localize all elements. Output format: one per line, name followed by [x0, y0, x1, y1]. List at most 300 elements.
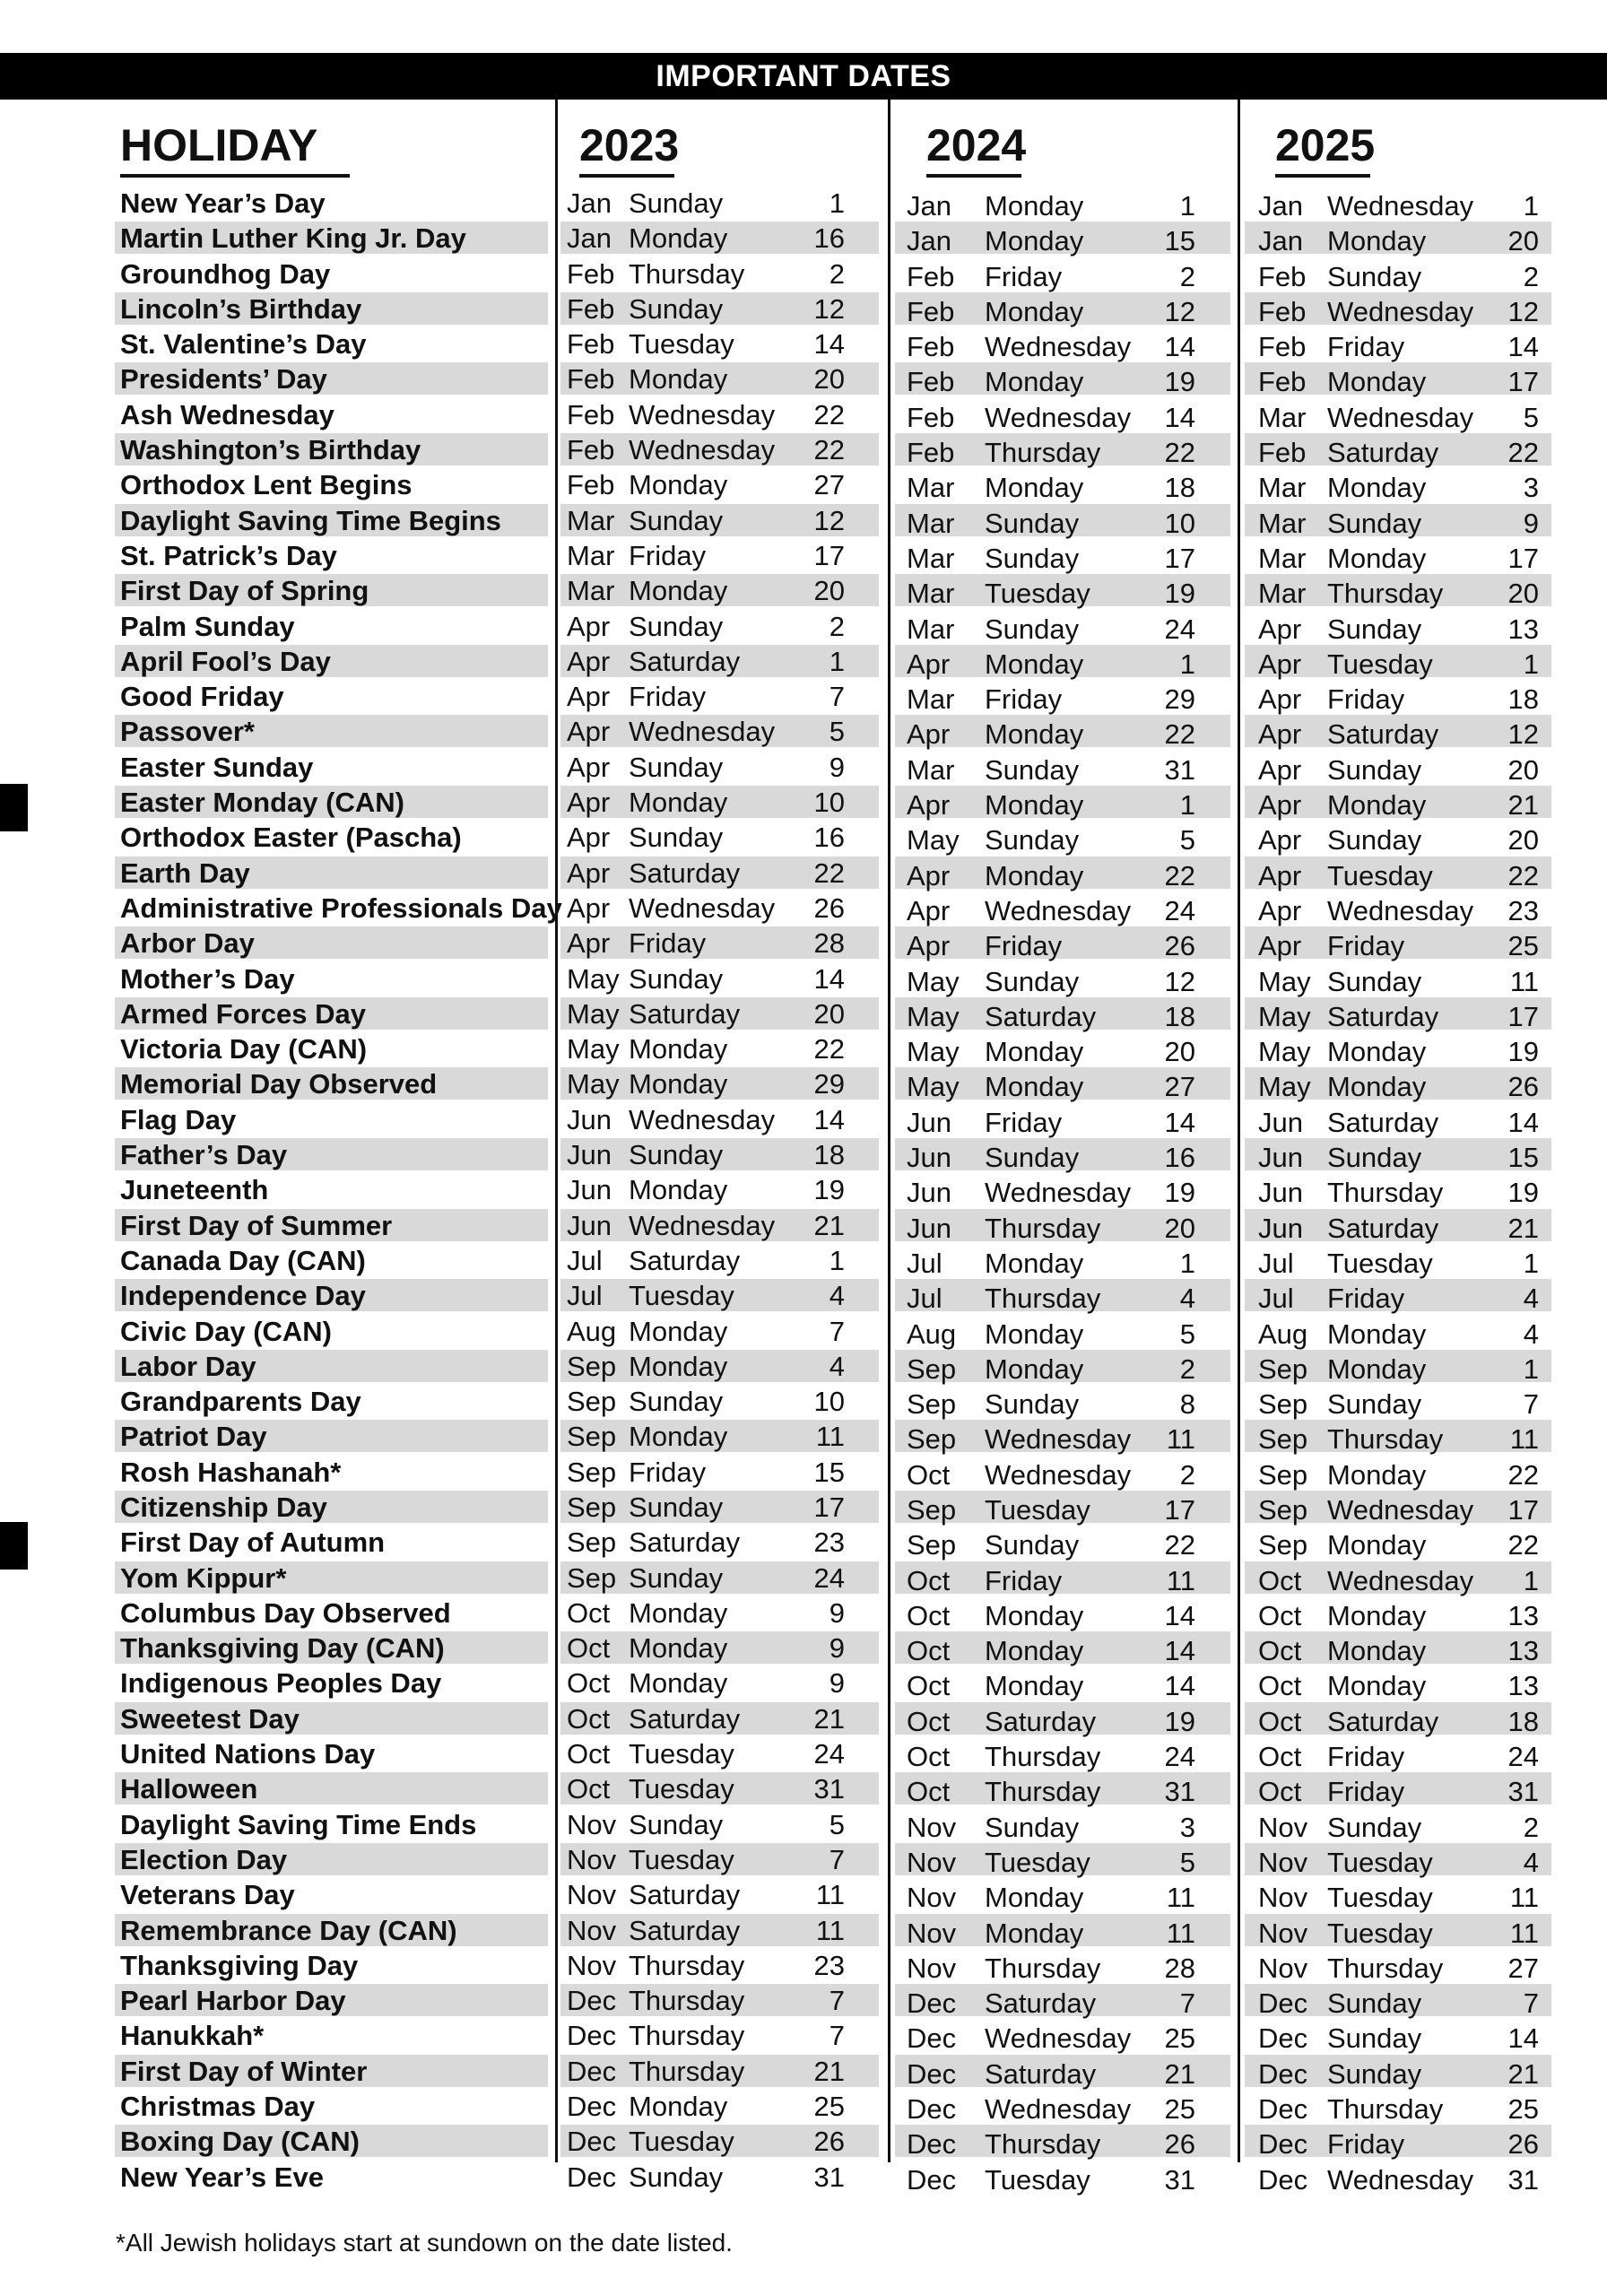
- year-2025-month: May: [1258, 1000, 1311, 1032]
- year-2025-day: Sunday: [1327, 1987, 1422, 2020]
- year-2025-day: Monday: [1327, 1352, 1427, 1385]
- holiday-name: Civic Day (CAN): [120, 1315, 332, 1347]
- year-2025-day: Monday: [1327, 1036, 1427, 1068]
- year-2024-date: 31: [1164, 753, 1195, 786]
- year-2025-date: 7: [1523, 1388, 1539, 1421]
- year-2025-month: Feb: [1258, 437, 1307, 469]
- table-row: [0, 1102, 1607, 1137]
- year-2025-day: Monday: [1327, 1318, 1427, 1350]
- year-2024-date: 22: [1164, 437, 1195, 469]
- year-2025-month: Jan: [1258, 190, 1303, 222]
- year-2025-day: Wednesday: [1327, 401, 1474, 433]
- year-2024-day: Saturday: [985, 1987, 1097, 2020]
- year-2023-month: Sep: [567, 1491, 617, 1523]
- holiday-name: Passover*: [120, 716, 255, 748]
- year-2023-month: May: [567, 997, 620, 1030]
- year-2024-date: 21: [1164, 2057, 1195, 2090]
- year-2024-day: Sunday: [985, 1529, 1080, 1561]
- year-2024-date: 18: [1164, 1000, 1195, 1032]
- year-2024-month: Nov: [907, 1952, 957, 1984]
- year-2024-date: 22: [1164, 1529, 1195, 1561]
- year-2025-day: Monday: [1327, 789, 1427, 822]
- year-2025-date: 14: [1507, 331, 1539, 363]
- year-2023-date: 14: [813, 328, 845, 361]
- year-2024-day: Sunday: [985, 753, 1080, 786]
- table-row: [0, 785, 1607, 820]
- year-2023-day: Saturday: [629, 1702, 741, 1735]
- year-2025-day: Monday: [1327, 225, 1427, 257]
- year-2023-month: May: [567, 1068, 620, 1100]
- holiday-name: Armed Forces Day: [120, 997, 366, 1030]
- table-row: [0, 820, 1607, 855]
- year-2025-date: 17: [1507, 542, 1539, 574]
- year-2025-month: Apr: [1258, 789, 1302, 822]
- year-2023-day: Tuesday: [629, 1280, 734, 1312]
- table-row: [0, 432, 1607, 467]
- year-2025-date: 9: [1523, 507, 1539, 539]
- year-2025-month: Apr: [1258, 718, 1302, 751]
- year-2023-date: 22: [813, 398, 845, 430]
- year-2023-month: Mar: [567, 539, 615, 571]
- year-2024-month: Nov: [907, 1811, 957, 1843]
- holiday-name: First Day of Winter: [120, 2055, 368, 2087]
- year-2025-day: Monday: [1327, 472, 1427, 504]
- year-2024-date: 19: [1164, 578, 1195, 610]
- year-2025-month: Sep: [1258, 1493, 1308, 1526]
- year-2023-month: Dec: [567, 2126, 617, 2158]
- year-2025-date: 11: [1509, 1423, 1539, 1456]
- year-2023-date: 12: [813, 504, 845, 536]
- year-2023-day: Sunday: [629, 610, 724, 642]
- year-2023-day: Wednesday: [629, 716, 776, 748]
- year-2024-day: Sunday: [985, 1811, 1080, 1843]
- year-2024-month: Sep: [907, 1388, 957, 1421]
- year-2023-month: Sep: [567, 1421, 617, 1453]
- year-2023-day: Monday: [629, 575, 728, 607]
- year-2025-date: 4: [1523, 1318, 1539, 1350]
- year-2025-month: Apr: [1258, 753, 1302, 786]
- year-2025-date: 20: [1507, 753, 1539, 786]
- year-2023-date: 28: [813, 927, 845, 960]
- year-2023-day: Monday: [629, 469, 728, 501]
- year-2023-month: Apr: [567, 891, 611, 924]
- year-2025-date: 18: [1507, 1705, 1539, 1737]
- year-2025-day: Tuesday: [1327, 1846, 1433, 1878]
- table-row: [0, 1665, 1607, 1700]
- year-2024-date: 1: [1179, 190, 1195, 222]
- year-2023-month: Dec: [567, 2161, 617, 2193]
- year-2025-month: Oct: [1258, 1705, 1302, 1737]
- year-2025-date: 22: [1507, 1458, 1539, 1491]
- year-2024-month: Nov: [907, 1846, 957, 1878]
- year-2024-month: Oct: [907, 1776, 951, 1808]
- year-2024-date: 19: [1164, 1705, 1195, 1737]
- year-2023-day: Monday: [629, 1632, 728, 1665]
- year-2025-day: Sunday: [1327, 1811, 1422, 1843]
- year-2024-month: Sep: [907, 1493, 957, 1526]
- holiday-name: Juneteenth: [120, 1174, 269, 1206]
- holiday-name: Presidents’ Day: [120, 363, 327, 396]
- year-2024-month: Jul: [907, 1283, 942, 1315]
- year-2025-date: 22: [1507, 859, 1539, 891]
- year-2023-month: Nov: [567, 1949, 617, 1981]
- year-2025-month: Oct: [1258, 1564, 1302, 1596]
- year-2023-date: 9: [829, 1596, 845, 1629]
- year-2024-month: Feb: [907, 295, 955, 327]
- year-2025-date: 18: [1507, 683, 1539, 716]
- holiday-name: Yom Kippur*: [120, 1561, 287, 1594]
- year-2023-date: 31: [813, 1773, 845, 1805]
- year-2023-month: Dec: [567, 1985, 617, 2017]
- year-2024-day: Monday: [985, 648, 1084, 680]
- holiday-name: Thanksgiving Day (CAN): [120, 1632, 445, 1665]
- year-2023-date: 22: [813, 857, 845, 889]
- table-row: [0, 609, 1607, 644]
- year-2025-date: 21: [1507, 1212, 1539, 1244]
- year-2023-month: Dec: [567, 2055, 617, 2087]
- year-2023-date: 14: [813, 962, 845, 995]
- year-2023-month: Sep: [567, 1386, 617, 1418]
- year-2023-day: Tuesday: [629, 328, 734, 361]
- year-2023-month: Nov: [567, 1914, 617, 1946]
- table-row: [0, 1842, 1607, 1877]
- year-2023-month: Nov: [567, 1808, 617, 1840]
- year-2024-date: 24: [1164, 1741, 1195, 1773]
- year-2025-day: Sunday: [1327, 965, 1422, 997]
- year-2025-day: Thursday: [1327, 1423, 1444, 1456]
- year-2025-month: Aug: [1258, 1318, 1308, 1350]
- year-2025-month: Dec: [1258, 2057, 1308, 2090]
- holiday-name: Groundhog Day: [120, 257, 331, 290]
- holiday-name: Memorial Day Observed: [120, 1068, 438, 1100]
- year-2025-month: Feb: [1258, 331, 1307, 363]
- holiday-name: Citizenship Day: [120, 1491, 327, 1523]
- year-2025-day: Saturday: [1327, 1000, 1439, 1032]
- year-2024-date: 4: [1179, 1283, 1195, 1315]
- year-2023-date: 9: [829, 1632, 845, 1665]
- year-2023-day: Sunday: [629, 1139, 724, 1171]
- year-2025-day: Sunday: [1327, 507, 1422, 539]
- year-2024-day: Monday: [985, 1882, 1084, 1914]
- year-2025-date: 21: [1507, 2057, 1539, 2090]
- year-2025-month: Jun: [1258, 1177, 1303, 1209]
- year-2023-day: Sunday: [629, 292, 724, 325]
- holiday-name: Flag Day: [120, 1103, 237, 1135]
- year-2023-date: 20: [813, 363, 845, 396]
- holiday-name: Hanukkah*: [120, 2020, 265, 2052]
- year-2023-month: Jun: [567, 1209, 612, 1241]
- year-2024-day: Monday: [985, 1670, 1084, 1702]
- year-2023-date: 26: [813, 2126, 845, 2158]
- year-2023-month: May: [567, 1033, 620, 1065]
- year-2023-date: 7: [829, 1985, 845, 2017]
- holiday-name: Father’s Day: [120, 1139, 288, 1171]
- table-row: [0, 1983, 1607, 2018]
- year-2023-month: Apr: [567, 681, 611, 713]
- year-2023-date: 4: [829, 1350, 845, 1382]
- year-2024-date: 8: [1179, 1388, 1195, 1421]
- year-2024-day: Wednesday: [985, 401, 1132, 433]
- year-2023-month: Mar: [567, 504, 615, 536]
- year-2025-day: Tuesday: [1327, 1247, 1433, 1279]
- year-2024-month: Jun: [907, 1142, 951, 1174]
- year-2025-month: Sep: [1258, 1458, 1308, 1491]
- year-2024-month: Dec: [907, 2128, 957, 2161]
- year-2024-day: Monday: [985, 1599, 1084, 1631]
- year-2023-day: Thursday: [629, 257, 745, 290]
- table-row: [0, 2160, 1607, 2195]
- year-2024-day: Monday: [985, 1635, 1084, 1667]
- table-row: [0, 1031, 1607, 1066]
- year-2025-day: Tuesday: [1327, 1917, 1433, 1949]
- year-2023-month: Feb: [567, 257, 615, 290]
- holiday-name: Remembrance Day (CAN): [120, 1914, 457, 1946]
- year-2023-month: Jun: [567, 1174, 612, 1206]
- table-row: [0, 2018, 1607, 2053]
- year-2025-date: 1: [1523, 190, 1539, 222]
- holiday-name: Pearl Harbor Day: [120, 1985, 346, 2017]
- year-2025-date: 12: [1507, 718, 1539, 751]
- year-2025-date: 31: [1507, 1776, 1539, 1808]
- year-2025-day: Wednesday: [1327, 2163, 1474, 2196]
- year-2024-day: Thursday: [985, 437, 1101, 469]
- holiday-name: New Year’s Eve: [120, 2161, 324, 2193]
- table-row: [0, 1243, 1607, 1278]
- year-2025-date: 1: [1523, 1247, 1539, 1279]
- year-2023-day: Monday: [629, 1667, 728, 1700]
- year-2024-day: Thursday: [985, 1212, 1101, 1244]
- year-2024-date: 1: [1179, 648, 1195, 680]
- year-2025-day: Wednesday: [1327, 894, 1474, 926]
- year-2025-month: Nov: [1258, 1811, 1308, 1843]
- year-2023-date: 7: [829, 1843, 845, 1875]
- year-2025-month: Nov: [1258, 1882, 1308, 1914]
- year-2024-date: 17: [1164, 1493, 1195, 1526]
- year-2024-date: 7: [1179, 1987, 1195, 2020]
- year-2025-date: 23: [1507, 894, 1539, 926]
- year-2023-date: 1: [829, 187, 845, 219]
- year-2025-day: Friday: [1327, 683, 1405, 716]
- year-2025-day: Sunday: [1327, 824, 1422, 857]
- year-2023-day: Monday: [629, 787, 728, 819]
- year-2025-date: 13: [1507, 1670, 1539, 1702]
- holiday-name: Palm Sunday: [120, 610, 295, 642]
- year-2023-date: 21: [813, 2055, 845, 2087]
- year-2023-date: 17: [813, 539, 845, 571]
- year-2024-date: 14: [1164, 1106, 1195, 1138]
- year-2023-day: Sunday: [629, 1808, 724, 1840]
- year-2023-month: Jan: [567, 187, 612, 219]
- year-2023-month: May: [567, 962, 620, 995]
- year-2024-month: May: [907, 1071, 960, 1103]
- year-2024-date: 28: [1164, 1952, 1195, 1984]
- table-row: [0, 503, 1607, 538]
- year-2025-day: Tuesday: [1327, 1882, 1433, 1914]
- year-2024-date: 11: [1166, 1882, 1195, 1914]
- year-2023-day: Thursday: [629, 2020, 745, 2052]
- year-2025-day: Sunday: [1327, 1388, 1422, 1421]
- year-2025-day: Tuesday: [1327, 859, 1433, 891]
- year-2024-month: Oct: [907, 1635, 951, 1667]
- year-2024-month: Apr: [907, 718, 951, 751]
- year-2025-day: Monday: [1327, 542, 1427, 574]
- year-2025-day: Friday: [1327, 2128, 1405, 2161]
- year-2024-month: Mar: [907, 542, 955, 574]
- year-2025-day: Friday: [1327, 1741, 1405, 1773]
- year-2023-date: 23: [813, 1526, 845, 1559]
- table-row: [0, 1490, 1607, 1525]
- holiday-name: New Year’s Day: [120, 187, 326, 219]
- year-2023-date: 10: [813, 1386, 845, 1418]
- year-2023-day: Sunday: [629, 822, 724, 854]
- year-2025-day: Saturday: [1327, 718, 1439, 751]
- year-2023-month: Sep: [567, 1350, 617, 1382]
- holiday-name: Daylight Saving Time Ends: [120, 1808, 477, 1840]
- year-2023-day: Monday: [629, 1421, 728, 1453]
- year-2023-day: Saturday: [629, 1914, 741, 1946]
- year-2023-month: Jan: [567, 222, 612, 255]
- year-2023-date: 10: [813, 787, 845, 819]
- year-2023-day: Wednesday: [629, 1103, 776, 1135]
- year-2024-day: Friday: [985, 1564, 1063, 1596]
- year-2024-date: 20: [1164, 1212, 1195, 1244]
- year-2025-month: Mar: [1258, 578, 1307, 610]
- year-2025-date: 17: [1507, 1493, 1539, 1526]
- year-2023-date: 17: [813, 1491, 845, 1523]
- year-2023-day: Friday: [629, 681, 707, 713]
- year-2024-month: Oct: [907, 1458, 951, 1491]
- table-row: [0, 1948, 1607, 1983]
- year-2025-month: Dec: [1258, 2093, 1308, 2126]
- year-2024-date: 2: [1179, 1458, 1195, 1491]
- table-row: [0, 996, 1607, 1031]
- year-2024-month: Nov: [907, 1882, 957, 1914]
- year-2025-day: Monday: [1327, 1670, 1427, 1702]
- year-2023-day: Saturday: [629, 645, 741, 677]
- year-2025-day: Friday: [1327, 930, 1405, 962]
- table-row: [0, 891, 1607, 926]
- year-2024-day: Saturday: [985, 1000, 1097, 1032]
- table-row: [0, 644, 1607, 679]
- table-row: [0, 1455, 1607, 1490]
- year-2023-date: 27: [813, 469, 845, 501]
- year-2023-day: Wednesday: [629, 398, 776, 430]
- year-2025-month: Oct: [1258, 1670, 1302, 1702]
- year-2024-date: 22: [1164, 859, 1195, 891]
- year-2023-month: Dec: [567, 2020, 617, 2052]
- year-2024-month: Dec: [907, 1987, 957, 2020]
- year-2023-month: Apr: [567, 645, 611, 677]
- year-2024-day: Monday: [985, 1352, 1084, 1385]
- year-2024-date: 1: [1179, 789, 1195, 822]
- year-2025-date: 25: [1507, 930, 1539, 962]
- table-row: [0, 1137, 1607, 1172]
- year-2025-day: Sunday: [1327, 2022, 1422, 2055]
- year-2025-month: Oct: [1258, 1776, 1302, 1808]
- year-2025-month: Jun: [1258, 1106, 1303, 1138]
- year-2025-date: 13: [1507, 1599, 1539, 1631]
- year-2024-month: Apr: [907, 789, 951, 822]
- year-2024-date: 31: [1164, 1776, 1195, 1808]
- year-2023-day: Friday: [629, 927, 707, 960]
- year-2024-month: Oct: [907, 1599, 951, 1631]
- year-2025-month: Dec: [1258, 2128, 1308, 2161]
- year-2024-date: 22: [1164, 718, 1195, 751]
- year-2024-month: Apr: [907, 930, 951, 962]
- year-2025-date: 21: [1507, 789, 1539, 822]
- year-2024-date: 18: [1164, 472, 1195, 504]
- year-2025-date: 14: [1507, 1106, 1539, 1138]
- year-2023-month: Apr: [567, 610, 611, 642]
- year-2025-day: Wednesday: [1327, 1564, 1474, 1596]
- year-2024-date: 5: [1179, 1318, 1195, 1350]
- year-2023-day: Saturday: [629, 1526, 741, 1559]
- year-2023-date: 1: [829, 1244, 845, 1276]
- table-row: [0, 1807, 1607, 1842]
- year-2025-month: Apr: [1258, 648, 1302, 680]
- year-2025-date: 22: [1507, 437, 1539, 469]
- holiday-name: St. Patrick’s Day: [120, 539, 337, 571]
- year-2023-date: 2: [829, 610, 845, 642]
- year-2023-day: Tuesday: [629, 1773, 734, 1805]
- table-row: [0, 679, 1607, 714]
- holiday-name: United Nations Day: [120, 1738, 376, 1770]
- holiday-name: First Day of Spring: [120, 575, 369, 607]
- year-2024-month: Sep: [907, 1529, 957, 1561]
- year-2025-date: 4: [1523, 1283, 1539, 1315]
- holiday-name: Mother’s Day: [120, 962, 295, 995]
- year-2025-date: 2: [1523, 260, 1539, 292]
- year-2024-day: Wednesday: [985, 1458, 1132, 1491]
- table-row: [0, 1771, 1607, 1806]
- holiday-name: Victoria Day (CAN): [120, 1033, 368, 1065]
- year-2025-date: 1: [1523, 1352, 1539, 1385]
- year-2024-day: Friday: [985, 683, 1063, 716]
- year-2024-day: Saturday: [985, 1705, 1097, 1737]
- year-2025-date: 4: [1523, 1846, 1539, 1878]
- holiday-name: Orthodox Lent Begins: [120, 469, 413, 501]
- year-2024-month: Sep: [907, 1423, 957, 1456]
- year-2023-date: 21: [813, 1702, 845, 1735]
- year-2024-day: Monday: [985, 1036, 1084, 1068]
- year-2025-month: Oct: [1258, 1635, 1302, 1667]
- year-2024-date: 19: [1164, 366, 1195, 398]
- year-2024-date: 20: [1164, 1036, 1195, 1068]
- year-2023-month: Oct: [567, 1596, 611, 1629]
- year-2023-day: Sunday: [629, 2161, 724, 2193]
- year-2025-month: Mar: [1258, 472, 1307, 504]
- holiday-name: Grandparents Day: [120, 1386, 361, 1418]
- table-row: [0, 257, 1607, 291]
- year-2024-date: 14: [1164, 331, 1195, 363]
- holiday-name: Easter Monday (CAN): [120, 787, 404, 819]
- year-2023-date: 25: [813, 2091, 845, 2123]
- holiday-name: First Day of Autumn: [120, 1526, 386, 1559]
- year-2024-date: 25: [1164, 2093, 1195, 2126]
- year-2025-date: 2: [1523, 1811, 1539, 1843]
- year-2023-date: 31: [813, 2161, 845, 2193]
- table-row: [0, 961, 1607, 996]
- table-row: [0, 221, 1607, 256]
- year-2025-day: Sunday: [1327, 1142, 1422, 1174]
- year-2024-month: Apr: [907, 894, 951, 926]
- year-2024-day: Sunday: [985, 824, 1080, 857]
- year-2023-date: 20: [813, 575, 845, 607]
- year-2025-date: 24: [1507, 1741, 1539, 1773]
- year-2024-date: 11: [1166, 1423, 1195, 1456]
- year-2023-day: Monday: [629, 222, 728, 255]
- table-row: [0, 1208, 1607, 1243]
